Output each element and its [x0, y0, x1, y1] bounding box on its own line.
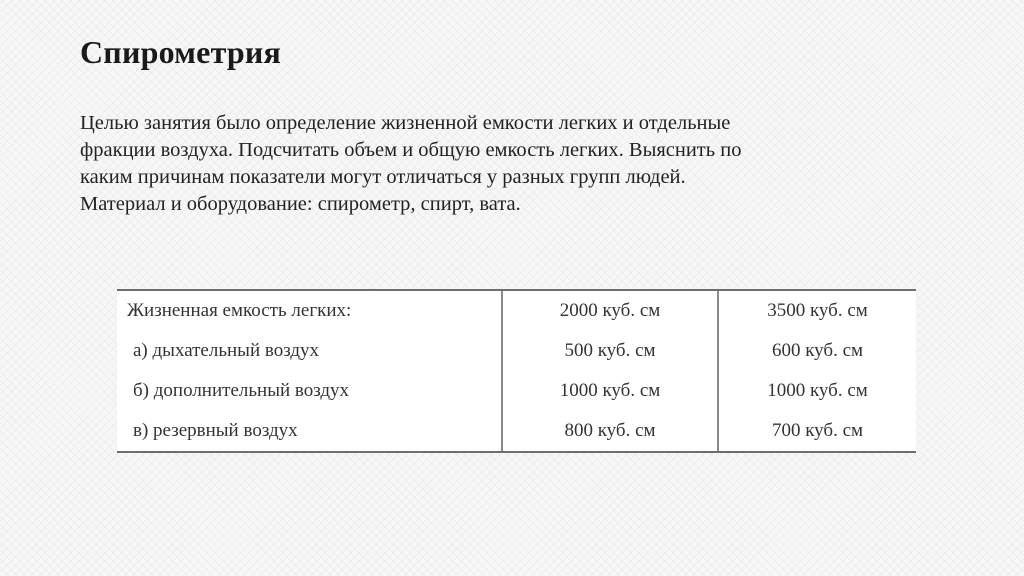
- results-table: [117, 291, 916, 451]
- slide-title: Спирометрия: [80, 34, 282, 70]
- row-value-1: 500 куб. см: [502, 331, 718, 371]
- objective-line-1: Целью занятия было определение жизненной емкости легких и отдельные: [80, 112, 731, 134]
- row-value-2: 3500 куб. см: [767, 300, 868, 321]
- row-label: в) резервный воздух: [117, 411, 502, 451]
- row-value-2: 700 куб. см: [771, 420, 864, 441]
- objective-line-2: фракции воздуха. Подсчитать объем и общую емкость легких. Выяснить по: [80, 139, 742, 161]
- table-row: [117, 411, 916, 451]
- row-label: Жизненная емкость легких:: [117, 291, 502, 331]
- row-value-1: 800 куб. см: [502, 411, 718, 451]
- table-row: [117, 331, 916, 371]
- row-value-2: 1000 куб. см: [767, 380, 868, 401]
- results-table-image: [117, 289, 916, 453]
- row-label: б) дополнительный воздух: [117, 371, 502, 411]
- objective-line-3: каким причинам показатели могут отличаться у разных групп людей.: [80, 166, 686, 188]
- objective-text: [80, 110, 944, 218]
- table-row: [117, 291, 916, 331]
- table-row: [117, 371, 916, 411]
- materials-line: Материал и оборудование: спирометр, спирт, вата.: [80, 193, 521, 215]
- row-value-2: 600 куб. см: [771, 340, 864, 361]
- row-value-1: 2000 куб. см: [502, 291, 718, 331]
- row-value-1: 1000 куб. см: [502, 371, 718, 411]
- row-label: а) дыхательный воздух: [117, 331, 502, 371]
